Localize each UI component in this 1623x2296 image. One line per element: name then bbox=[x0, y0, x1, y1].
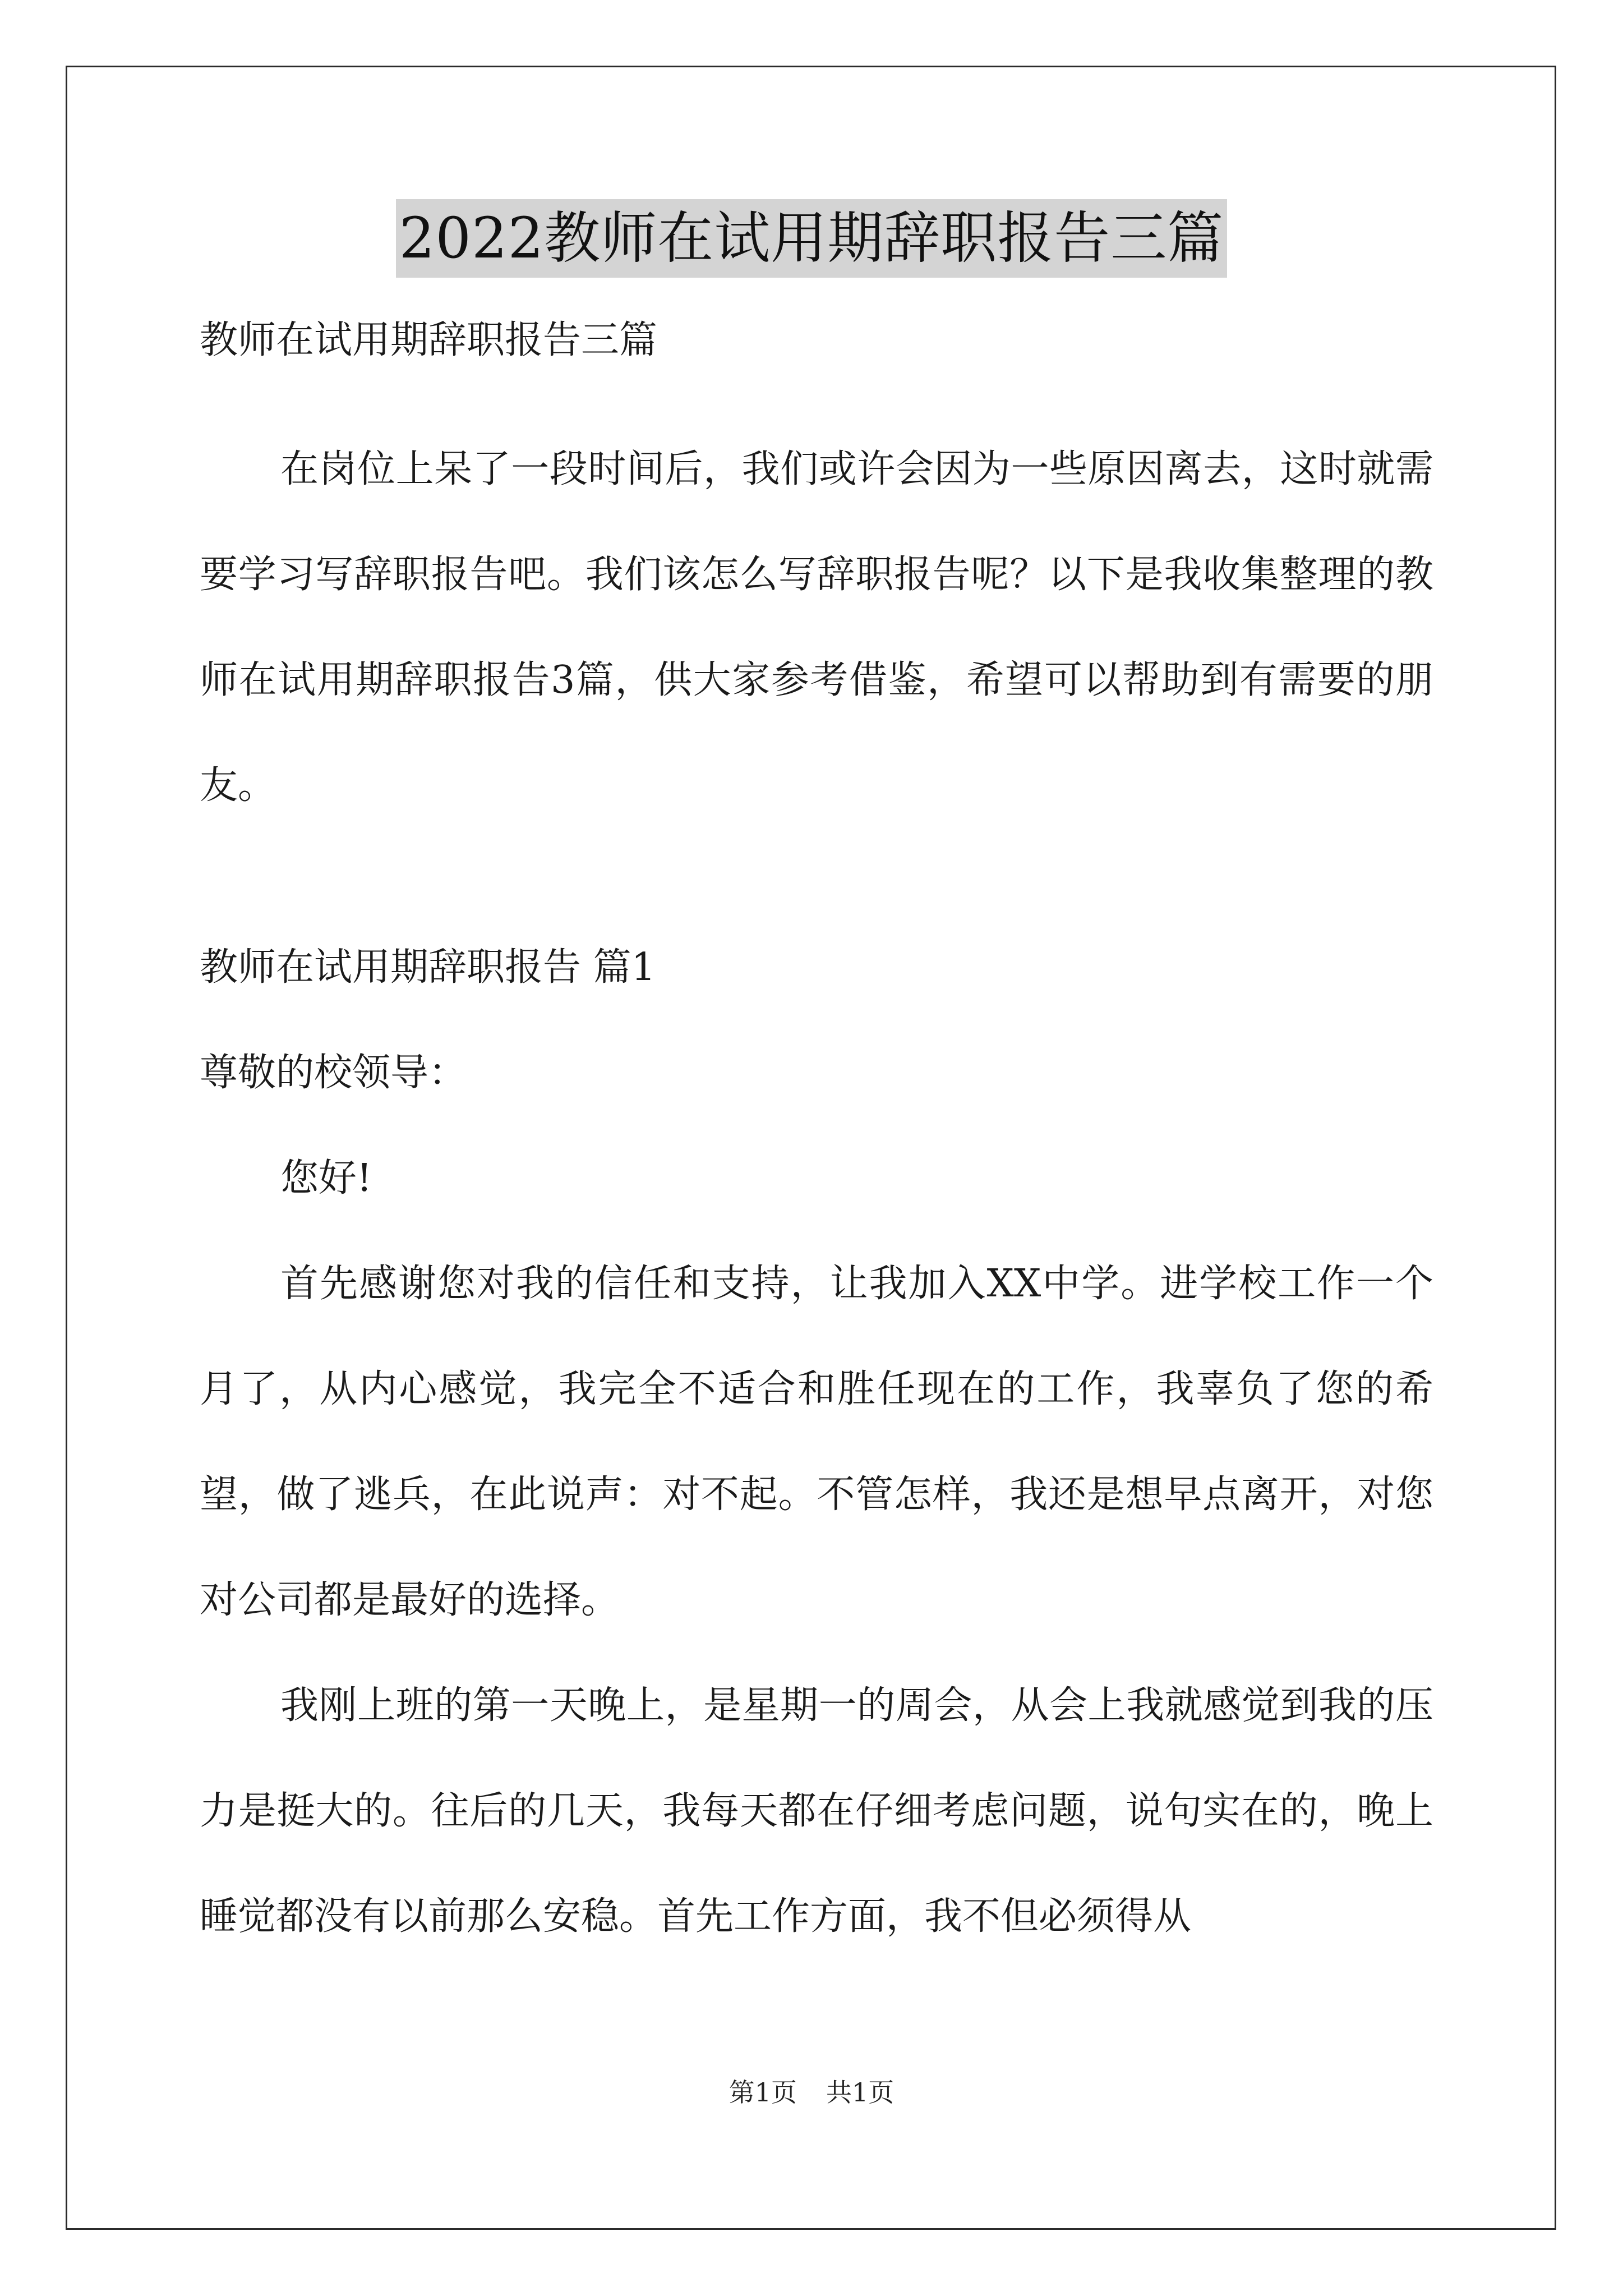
document-title: 2022教师在试用期辞职报告三篇 bbox=[396, 199, 1228, 278]
page-total: 共1页 bbox=[826, 2077, 895, 2108]
intro-paragraph: 在岗位上呆了一段时间后，我们或许会因为一些原因离去，这时就需要学习写辞职报告吧。我们该怎么写辞职报告呢？以下是我收集整理的教师在试用期辞职报告3篇，供大家参考借鉴，希望可以帮助到有需要的朋友。 bbox=[200, 447, 1433, 808]
page-number: 第1页 bbox=[728, 2077, 797, 2108]
document-body bbox=[200, 311, 1433, 1970]
greeting: 您好! bbox=[280, 1156, 372, 1200]
body-paragraph: 首先感谢您对我的信任和支持，让我加入XX中学。进学校工作一个月了，从内心感觉，我完全不适合和胜任现在的工作，我辜负了您的希望，做了逃兵，在此说声：对不起。不管怎样，我还是想早点离开，对您对公司都是最好的选择。 bbox=[200, 1262, 1433, 1622]
document-subtitle: 教师在试用期辞职报告三篇 bbox=[200, 318, 658, 362]
section-heading: 教师在试用期辞职报告 篇1 bbox=[200, 945, 656, 990]
title-container bbox=[0, 199, 1623, 278]
salutation: 尊敬的校领导： bbox=[200, 1051, 467, 1095]
body-paragraph: 我刚上班的第一天晚上，是星期一的周会，从会上我就感觉到我的压力是挺大的。往后的几天，我每天都在仔细考虑问题，说句实在的，晚上睡觉都没有以前那么安稳。首先工作方面，我不但必须得从 bbox=[200, 1683, 1433, 1939]
page-footer bbox=[0, 2076, 1623, 2109]
